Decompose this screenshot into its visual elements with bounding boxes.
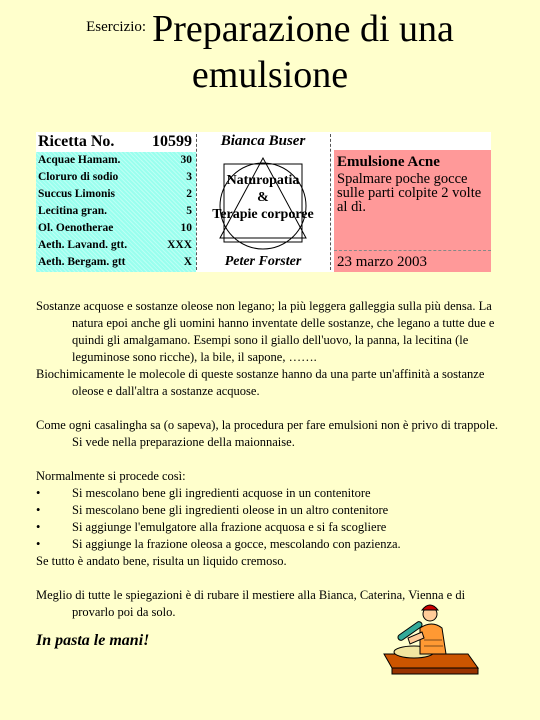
ingredient-row xyxy=(36,152,196,169)
closing-line: In pasta le mani! xyxy=(36,632,150,649)
ingredient-name: Lecitina gran. xyxy=(38,205,107,217)
bullet-symbol: • xyxy=(36,520,41,534)
paragraph: Sostanze acquose e sostanze oleose non legano; la più leggera galleggia sulla più densa. La natura epoi anche gli uomini hanno inventate delle sostanze, che legano a tutte due e quindi gli amalgamano. Esempi sono il giallo dell'uovo, la panna, la lecitina (le leguminose sono ricche), la bile, il sapone, ……. xyxy=(36,299,495,364)
ingredient-qty: 2 xyxy=(186,188,192,200)
ingredients-panel xyxy=(36,132,196,272)
ingredient-row xyxy=(36,254,196,271)
emblem-line-3: Terapie corporee xyxy=(212,207,314,222)
ingredient-qty: XXX xyxy=(167,239,192,251)
ingredient-qty: 30 xyxy=(180,154,192,166)
title-line-2: emulsione xyxy=(191,54,349,96)
ingredient-qty: X xyxy=(183,256,192,268)
ingredient-row xyxy=(36,237,196,254)
paragraph: Meglio di tutte le spiegazioni è di rubare il mestiere alla Bianca, Caterina, Vienna e di provarlo poi da solo. xyxy=(36,588,466,619)
emblem-text xyxy=(198,172,328,223)
recipe-header xyxy=(36,132,196,152)
body-text xyxy=(36,298,506,621)
ingredient-name: Aeth. Bergam. gtt xyxy=(38,256,126,268)
prescription-title: Emulsione Acne xyxy=(337,154,440,170)
ingredient-name: Acquae Hamam. xyxy=(38,154,121,166)
prescription-panel xyxy=(334,150,491,272)
practitioner-panel xyxy=(198,132,328,272)
ingredient-name: Aeth. Lavand. gtt. xyxy=(38,239,128,251)
ingredient-name: Ol. Oenotherae xyxy=(38,222,114,234)
list-item xyxy=(36,502,506,519)
practitioner-name: Bianca Buser xyxy=(220,133,306,149)
list-item xyxy=(36,519,506,536)
title-prefix: Esercizio: xyxy=(86,19,147,35)
page-title xyxy=(0,10,540,94)
ingredient-row xyxy=(36,186,196,203)
list-item-text: Si mescolano bene gli ingredienti acquose in un contenitore xyxy=(72,486,371,500)
list-item-text: Si aggiunge l'emulgatore alla frazione acquosa e si fa scogliere xyxy=(72,520,387,534)
recipe-number: 10599 xyxy=(152,133,192,150)
paragraph: Biochimicamente le molecole di queste sostanze hanno da una parte un'affinità a sostanze oleose e dall'altra a sostanze acquose. xyxy=(36,367,485,398)
prescription-date: 23 marzo 2003 xyxy=(334,250,491,272)
list-item xyxy=(36,536,506,553)
list-item-text: Si mescolano bene gli ingredienti oleose in un altro contenitore xyxy=(72,503,389,517)
recipe-label: Ricetta No. xyxy=(38,133,115,150)
emblem-line-1: Naturopatia xyxy=(226,173,300,188)
ingredient-qty: 5 xyxy=(186,205,192,217)
ingredient-row xyxy=(36,203,196,220)
paragraph: Come ogni casalingha sa (o sapeva), la procedura per fare emulsioni non è privo di trappole. Si vede nella preparazione della maionnaise. xyxy=(36,418,498,449)
bullet-symbol: • xyxy=(36,486,41,500)
prescription-instructions: Spalmare poche gocce sulle parti colpite 2 volte al dì. xyxy=(337,171,482,215)
ingredient-row xyxy=(36,169,196,186)
card-divider xyxy=(330,134,332,270)
bullet-symbol: • xyxy=(36,537,41,551)
list-item-text: Si aggiunge la frazione oleosa a gocce, mescolando con pazienza. xyxy=(72,537,401,551)
paragraph: Se tutto è andato bene, risulta un liquido cremoso. xyxy=(36,554,287,568)
cook-kneading-dough-icon xyxy=(380,598,480,676)
bullet-symbol: • xyxy=(36,503,41,517)
title-line-1: Preparazione di una xyxy=(152,8,454,50)
ingredient-name: Cloruro di sodio xyxy=(38,171,119,183)
ingredient-qty: 10 xyxy=(180,222,192,234)
recipe-card xyxy=(36,132,491,272)
practitioner-signature: Peter Forster xyxy=(224,254,302,269)
emblem-line-2: & xyxy=(257,190,269,205)
ingredient-row xyxy=(36,220,196,237)
ingredient-qty: 3 xyxy=(186,171,192,183)
ingredients-list xyxy=(36,152,196,272)
paragraph: Normalmente si procede così: xyxy=(36,469,186,483)
list-item xyxy=(36,485,506,502)
ingredient-name: Succus Limonis xyxy=(38,188,116,200)
